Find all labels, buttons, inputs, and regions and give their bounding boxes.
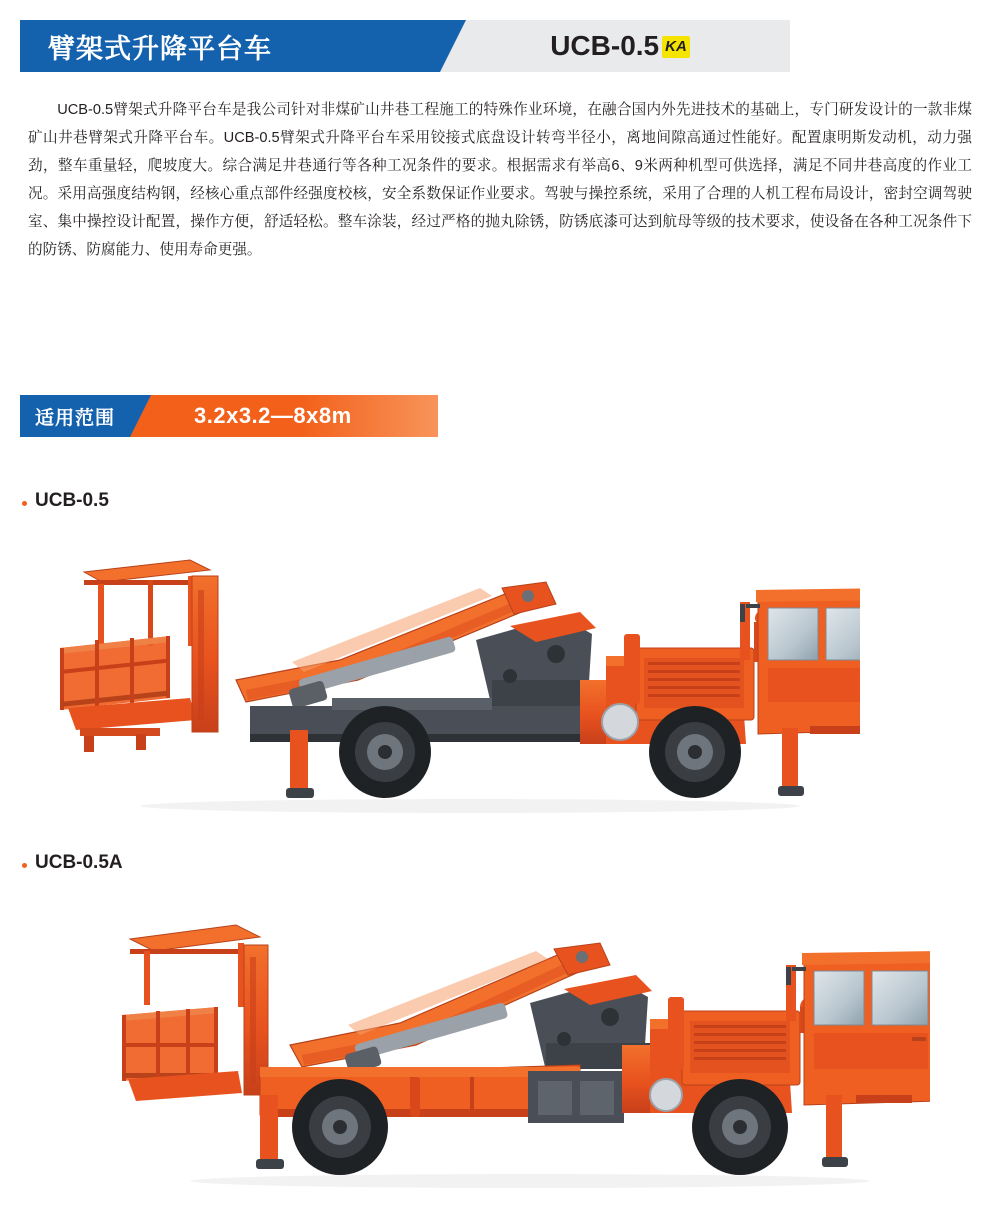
page-header bbox=[20, 20, 790, 72]
header-blue-panel bbox=[20, 20, 440, 72]
outrigger-front bbox=[822, 1095, 848, 1167]
wheel-front bbox=[649, 706, 741, 798]
fuel-tank bbox=[650, 1079, 682, 1111]
operator-cab bbox=[740, 588, 860, 734]
header-model-wrap bbox=[440, 20, 790, 72]
work-basket bbox=[122, 1007, 218, 1081]
operator-cab bbox=[786, 951, 930, 1105]
fire-extinguisher bbox=[410, 1077, 420, 1117]
range-label: 适用范围 bbox=[34, 407, 115, 429]
page-title: 臂架式升降平台车 bbox=[48, 33, 272, 64]
figure-1-label: UCB-0.5 bbox=[35, 490, 109, 511]
figure-ucb-05-image bbox=[40, 530, 860, 830]
wheel-rear bbox=[292, 1079, 388, 1175]
product-model-text: UCB-0.5 bbox=[550, 30, 660, 61]
wheel-front bbox=[692, 1079, 788, 1175]
work-basket bbox=[60, 636, 170, 710]
ka-badge: KA bbox=[662, 36, 690, 58]
boom-turret bbox=[476, 612, 598, 708]
engine-hood bbox=[668, 997, 820, 1085]
range-value-panel bbox=[130, 395, 438, 437]
range-value: 3.2x3.2—8x8m bbox=[194, 403, 352, 428]
figure-2-caption bbox=[22, 852, 123, 874]
fuel-tank bbox=[602, 704, 638, 740]
product-model bbox=[550, 30, 690, 62]
range-label-panel bbox=[20, 395, 130, 437]
intro-paragraph: UCB-0.5臂架式升降平台车是我公司针对非煤矿山井巷工程施工的特殊作业环境，在融合国内外先进技术的基础上，专门研发设计的一款非煤矿山井巷臂架式升降平台车。UCB-0.5臂架式升降平台车采用铰接式底盘设计转弯半径小，离地间隙高通过性能好。配置康明斯发动机，动力强劲，整车重量轻，爬坡度大。综合满足井巷通行等各种工况条件的要求。根据需求有举高6、9米两种机型可供选择，满足不同井巷高度的作业工况。采用高强度结构钢，经核心重点部件经强度校核，安全系数保证作业要求。驾驶与操控系统，采用了合理的人机工程布局设计，密封空调驾驶室、集中操控设计配置，操作方便，舒适轻松。整车涂装，经过严格的抛丸除锈，防锈底漆可达到航母等级的技术要求，使设备在各种工况条件下的防锈、防腐能力、使用寿命更强。 bbox=[28, 102, 972, 258]
wheel-rear bbox=[339, 706, 431, 798]
figure-1-caption bbox=[22, 490, 109, 512]
outrigger-front bbox=[778, 728, 804, 796]
figure-ucb-05a-image bbox=[110, 895, 930, 1205]
bullet-dot-icon bbox=[22, 863, 27, 868]
figure-2-label: UCB-0.5A bbox=[35, 852, 123, 873]
bullet-dot-icon bbox=[22, 501, 27, 506]
application-range-bar bbox=[20, 395, 440, 437]
